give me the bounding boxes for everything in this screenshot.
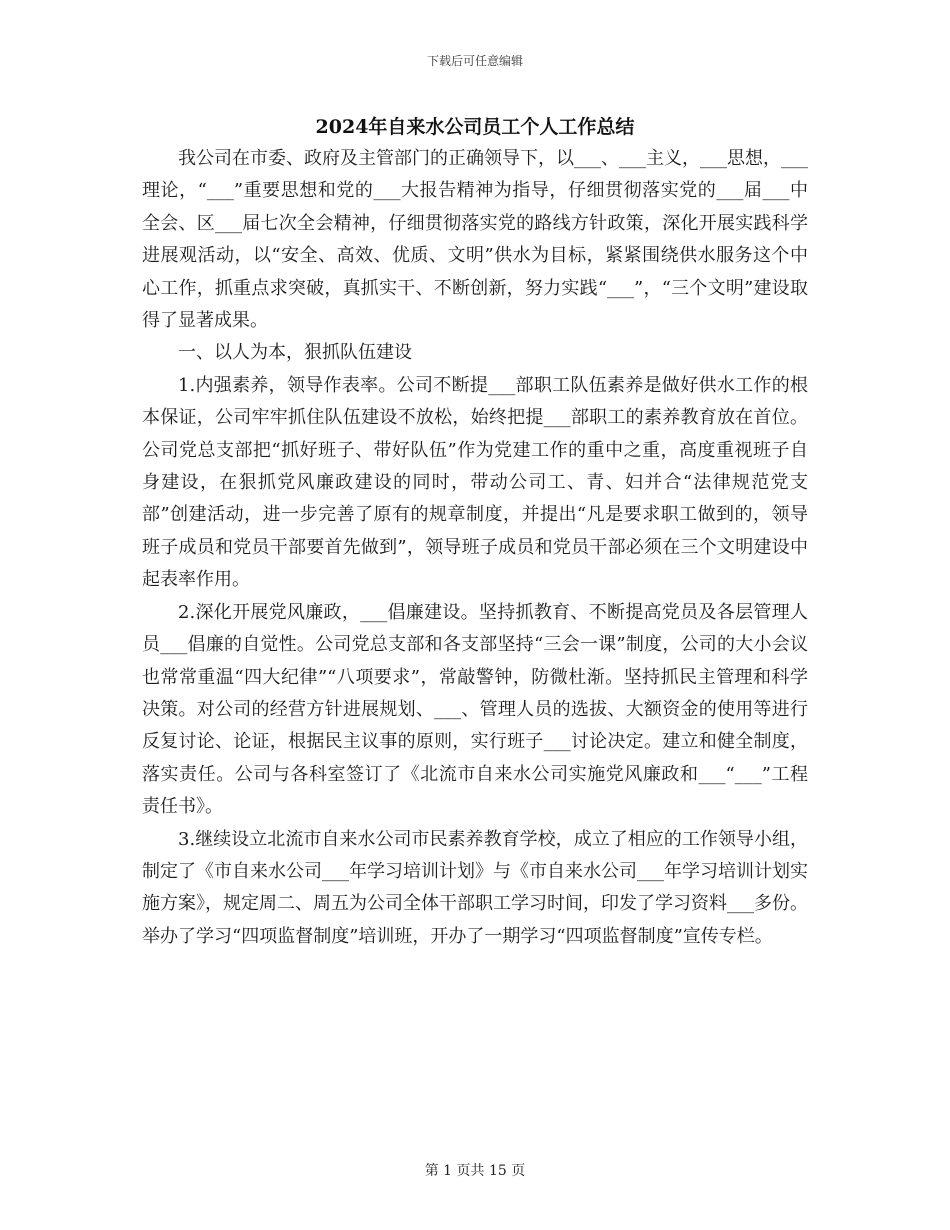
paragraph-item-1: 1.内强素养，领导作表率。公司不断提___部职工队伍素养是做好供水工作的根本保证，公司牢牢抓住队伍建设不放松，始终把提___部职工的素养教育放在首位。公司党总支部把“抓好班子、带好队伍”作为党建工作的重中之重，高度重视班子自身建设，在狠抓党风廉政建设的同时，带动公司工、青、妇并合“法律规范党支部”创建活动，进一步完善了原有的规章制度，并提出“凡是要求职工做到的，领导班子成员和党员干部要首先做到”，领导班子成员和党员干部必须在三个文明建设中起表率作用。 — [142, 374, 808, 591]
paragraph-item-2: 2.深化开展党风廉政，___倡廉建设。坚持抓教育、不断提高党员及各层管理人员___倡廉的自觉性。公司党总支部和各支部坚持“三会一课”制度，公司的大小会议也常常重温“四大纪律”“八项要求”，常敲警钟，防微杜渐。坚持抓民主管理和科学决策。对公司的经营方针进展规划、___、管理人员的选拔、大额资金的使用等进行反复讨论、论证，根据民主议事的原则，实行班子___讨论决定。建立和健全制度，落实责任。公司与各科室签订了《北流市自来水公司实施党风廉政和___“___”工程责任书》。 — [142, 601, 808, 818]
download-note: 下载后可任意编辑 — [426, 54, 523, 68]
section-heading: 一、以人为本，狠抓队伍建设 — [178, 342, 412, 364]
paragraph-item-3: 3.继续设立北流市自来水公司市民素养教育学校，成立了相应的工作领导小组，制定了《市自来水公司___年学习培训计划》与《市自来水公司___年学习培训计划实施方案》，规定周二、周五为公司全体干部职工学习时间，印发了学习资料___多份。举办了学习“四项监督制度”培训班，开办了一期学习“四项监督制度”宣传专栏。 — [142, 828, 808, 947]
page-number: 第 1 页共 15 页 — [424, 1163, 526, 1179]
document-body — [142, 143, 808, 953]
document-title: 2024年自来水公司员工个人工作总结 — [315, 116, 635, 138]
intro-paragraph: 我公司在市委、政府及主管部门的正确领导下，以___、___主义，___思想，___理论，“___”重要思想和党的___大报告精神为指导，仔细贯彻落实党的___届___中全会、区___届七次全会精神，仔细贯彻落实党的路线方针政策，深化开展实践科学进展观活动，以“安全、高效、优质、文明”供水为目标，紧紧围绕供水服务这个中心工作，抓重点求突破，真抓实干、不断创新，努力实践“___”，“三个文明”建设取得了显著成果。 — [142, 148, 808, 332]
